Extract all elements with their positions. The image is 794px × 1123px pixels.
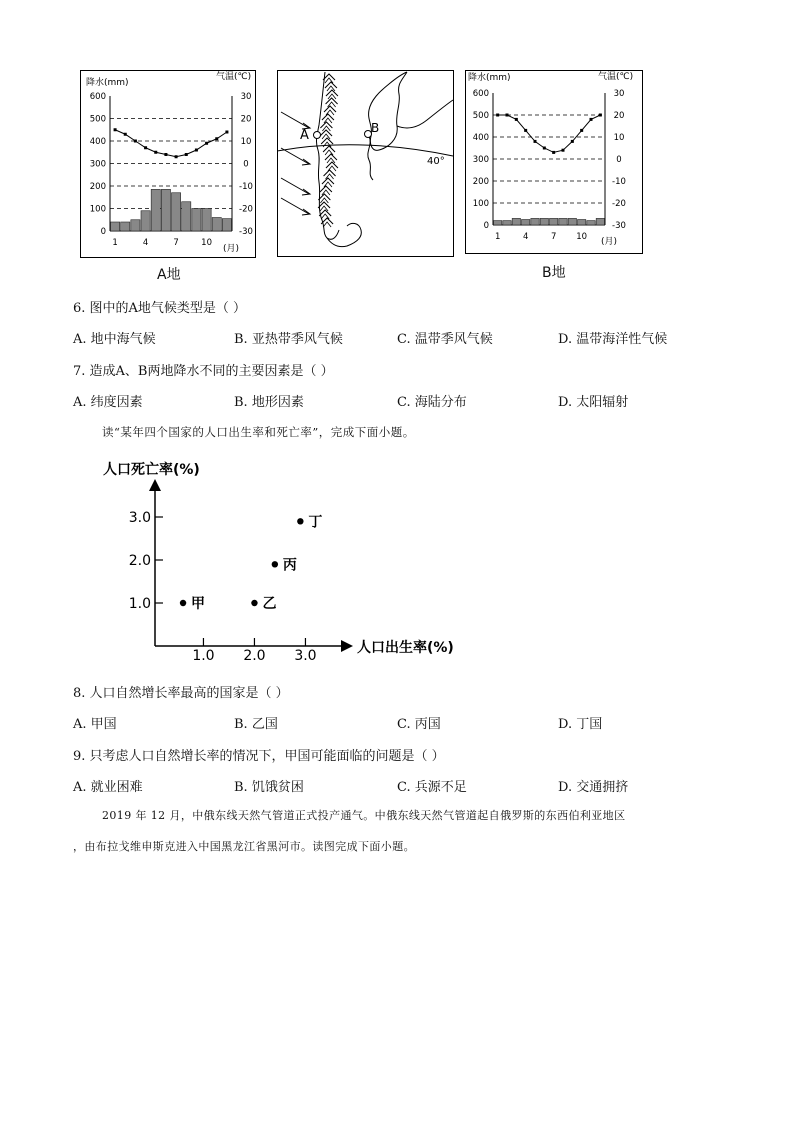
precip-bar [550, 218, 558, 225]
precip-bar [568, 218, 576, 225]
month-tick-label: 7 [550, 232, 557, 242]
precip-tick-label: 200 [89, 182, 106, 192]
month-unit-label: (月) [601, 237, 618, 247]
scatter-point [272, 561, 278, 567]
temp-tick-label: -10 [239, 182, 253, 192]
q7-option-b[interactable]: B. 地形因素 [234, 395, 304, 410]
precip-bar [578, 220, 586, 226]
temp-point [185, 153, 188, 156]
precip-tick-label: 100 [472, 199, 489, 209]
precip-tick-label: 400 [89, 137, 106, 147]
temp-point [114, 128, 117, 131]
population-scatter-chart [95, 452, 475, 667]
q6-option-a[interactable]: A. 地中海气候 [73, 332, 156, 347]
x-tick-label: 1.0 [192, 648, 215, 664]
precip-bar [151, 189, 160, 231]
point-b-label: B [371, 121, 380, 135]
temp-tick-label: 30 [613, 89, 625, 99]
precip-axis-label: 降水(mm) [468, 73, 511, 83]
temp-tick-label: 0 [616, 155, 622, 165]
month-tick-label: 10 [201, 238, 212, 248]
q8-option-b[interactable]: B. 乙国 [234, 717, 278, 732]
precip-bar [202, 209, 211, 232]
temp-point [524, 129, 527, 132]
q9-option-d[interactable]: D. 交通拥挤 [558, 780, 629, 795]
precip-bar [596, 218, 604, 225]
q9-option-b[interactable]: B. 饥饿贫困 [234, 780, 304, 795]
precip-tick-label: 0 [483, 221, 489, 231]
question-9: 9. 只考虑人口自然增长率的情况下，甲国可能面临的问题是（ ） [73, 749, 445, 764]
q9-option-c[interactable]: C. 兵源不足 [397, 780, 467, 795]
point-a-marker [314, 132, 321, 139]
precip-bar [111, 222, 120, 231]
scatter-point-label: 甲 [191, 596, 206, 612]
question-7: 7. 造成A、B两地降水不同的主要因素是（ ） [73, 364, 334, 379]
scatter-x-label: 人口出生率(%) [357, 640, 454, 656]
scatter-point-label: 丁 [308, 514, 323, 531]
temp-point [134, 140, 137, 143]
precip-bar [540, 218, 548, 225]
south-america-map [277, 70, 454, 257]
temp-point [164, 153, 167, 156]
temp-point [195, 149, 198, 152]
precip-axis-label: 降水(mm) [86, 78, 129, 88]
temp-tick-label: -30 [612, 221, 626, 231]
precip-bar [121, 222, 130, 231]
precip-tick-label: 200 [472, 177, 489, 187]
temp-tick-label: -20 [612, 199, 626, 209]
temp-tick-label: 20 [240, 114, 252, 125]
precip-tick-label: 300 [472, 155, 489, 165]
temp-point [552, 151, 555, 154]
precip-tick-label: 500 [472, 111, 489, 121]
intro-pipeline-line2: ，由布拉戈维申斯克进入中国黑龙江省黑河市。读图完成下面小题。 [73, 840, 415, 853]
temp-point [562, 149, 565, 152]
precip-bar [212, 218, 221, 232]
q9-option-a[interactable]: A. 就业困难 [73, 780, 143, 795]
precip-bar [559, 218, 567, 225]
precip-bar [522, 220, 530, 226]
climate-chart-a [80, 70, 256, 258]
scatter-point [251, 600, 257, 606]
y-tick-label: 1.0 [128, 596, 151, 612]
x-tick-label: 3.0 [294, 648, 317, 664]
intro-pipeline-line1: 2019 年 12 月，中俄东线天然气管道正式投产通气。中俄东线天然气管道起自俄罗斯的东西伯利亚地区 [102, 809, 626, 822]
q6-option-b[interactable]: B. 亚热带季风气候 [234, 332, 343, 347]
temp-point [534, 140, 537, 143]
precip-tick-label: 0 [100, 227, 106, 237]
temp-point [496, 114, 499, 117]
x-tick-label: 2.0 [243, 648, 266, 664]
month-unit-label: (月) [223, 244, 240, 254]
precip-tick-label: 600 [472, 89, 489, 99]
precip-bar [512, 218, 520, 225]
precip-tick-label: 100 [89, 204, 106, 215]
temp-point [543, 147, 546, 150]
month-tick-label: 1 [494, 232, 501, 242]
temp-point [154, 151, 157, 154]
temp-point [506, 114, 509, 117]
caption-b: B地 [542, 265, 566, 281]
temp-point [225, 131, 228, 134]
precip-bar [141, 211, 150, 231]
temp-axis-label: 气温(℃) [216, 72, 252, 82]
q7-option-a[interactable]: A. 纬度因素 [73, 395, 143, 410]
precip-bar [494, 221, 502, 225]
climate-chart-b [465, 70, 643, 254]
precip-bar [531, 218, 539, 225]
q8-option-c[interactable]: C. 丙国 [397, 717, 441, 732]
temp-point [215, 137, 218, 140]
scatter-point [180, 600, 186, 606]
q6-option-c[interactable]: C. 温带季风气候 [397, 332, 493, 347]
month-tick-label: 4 [142, 238, 149, 248]
caption-a: A地 [157, 267, 181, 283]
temp-tick-label: -30 [239, 227, 253, 237]
month-tick-label: 7 [173, 238, 179, 248]
temp-point [205, 142, 208, 145]
scatter-point-label: 乙 [262, 596, 277, 612]
precip-bar [222, 219, 231, 231]
q7-option-d[interactable]: D. 太阳辐射 [558, 395, 629, 410]
precip-bar [587, 221, 595, 225]
month-tick-label: 10 [576, 232, 588, 242]
precip-tick-label: 600 [89, 92, 106, 102]
precip-bar [182, 202, 191, 231]
precip-tick-label: 400 [472, 133, 489, 143]
question-6: 6. 图中的A地气候类型是（ ） [73, 301, 247, 316]
temp-point [175, 155, 178, 158]
precip-bar [131, 220, 140, 231]
temp-tick-label: 30 [240, 92, 252, 102]
temp-point [571, 140, 574, 143]
y-tick-label: 2.0 [128, 553, 151, 569]
y-tick-label: 3.0 [128, 510, 151, 526]
temp-tick-label: 10 [613, 133, 625, 143]
intro-population: 读“某年四个国家的人口出生率和死亡率”，完成下面小题。 [102, 425, 415, 439]
temp-tick-label: 0 [243, 159, 249, 170]
temp-tick-label: -10 [612, 177, 626, 187]
temp-point [144, 146, 147, 149]
precip-bar [161, 189, 170, 231]
precip-tick-label: 500 [89, 114, 106, 125]
scatter-point [297, 518, 303, 524]
temp-tick-label: 10 [240, 137, 252, 147]
precip-tick-label: 300 [89, 159, 106, 170]
q8-option-d[interactable]: D. 丁国 [558, 717, 603, 732]
q7-option-c[interactable]: C. 海陆分布 [397, 395, 467, 410]
temp-point [590, 118, 593, 121]
latitude-label: 40° [427, 156, 445, 167]
temp-point [599, 114, 602, 117]
scatter-y-label: 人口死亡率(%) [103, 462, 200, 478]
temp-point [580, 129, 583, 132]
q8-option-a[interactable]: A. 甲国 [73, 717, 117, 732]
question-8: 8. 人口自然增长率最高的国家是（ ） [73, 686, 289, 701]
scatter-point-label: 丙 [282, 557, 297, 574]
precip-bar [503, 221, 511, 225]
month-tick-label: 1 [112, 238, 118, 248]
q6-option-d[interactable]: D. 温带海洋性气候 [558, 332, 668, 347]
temp-tick-label: -20 [239, 204, 253, 215]
temp-axis-label: 气温(℃) [598, 72, 634, 82]
temp-point [124, 133, 127, 136]
temp-tick-label: 20 [613, 111, 625, 121]
precip-bar [192, 209, 201, 232]
precip-bar [172, 193, 181, 231]
month-tick-label: 4 [522, 232, 529, 242]
point-a-label: A [300, 128, 309, 143]
temp-point [515, 118, 518, 121]
